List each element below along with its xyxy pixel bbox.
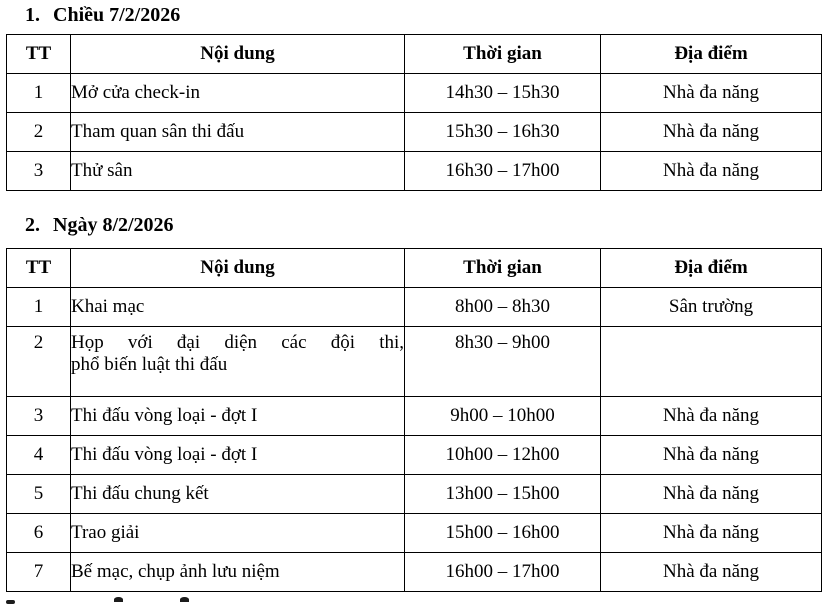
column-header: Nội dung xyxy=(71,35,405,74)
table-row xyxy=(7,514,822,553)
time-cell: 8h00 – 8h30 xyxy=(405,288,601,327)
heading-number: 2. xyxy=(25,214,40,236)
row-number-cell: 7 xyxy=(7,553,71,592)
time-cell: 15h30 – 16h30 xyxy=(405,113,601,152)
heading-number: 1. xyxy=(25,4,40,26)
row-number-cell: 6 xyxy=(7,514,71,553)
schedule-table-day1 xyxy=(6,34,822,191)
time-cell: 8h30 – 9h00 xyxy=(405,327,601,397)
content-cell: Mở cửa check-in xyxy=(71,74,405,113)
content-cell: Khai mạc xyxy=(71,288,405,327)
row-number-cell: 3 xyxy=(7,397,71,436)
section-day2 xyxy=(0,214,832,592)
table-row xyxy=(7,288,822,327)
content-cell xyxy=(71,327,405,397)
time-cell: 13h00 – 15h00 xyxy=(405,475,601,514)
row-number-cell: 1 xyxy=(7,288,71,327)
location-cell: Nhà đa năng xyxy=(601,553,822,592)
row-number-cell: 2 xyxy=(7,113,71,152)
heading-title: Chiều 7/2/2026 xyxy=(53,4,181,26)
location-cell: Nhà đa năng xyxy=(601,152,822,191)
column-header: Thời gian xyxy=(405,249,601,288)
location-cell: Nhà đa năng xyxy=(601,475,822,514)
section-heading xyxy=(25,214,832,236)
content-cell: Thử sân xyxy=(71,152,405,191)
content-cell: Thi đấu vòng loại - đợt I xyxy=(71,397,405,436)
column-header: Thời gian xyxy=(405,35,601,74)
next-heading-cutoff xyxy=(0,596,400,604)
content-cell: Thi đấu chung kết xyxy=(71,475,405,514)
table-row xyxy=(7,74,822,113)
time-cell: 15h00 – 16h00 xyxy=(405,514,601,553)
content-line-1: Họp với đại diện các đội thi, xyxy=(71,332,404,353)
time-cell: 14h30 – 15h30 xyxy=(405,74,601,113)
row-number-cell: 3 xyxy=(7,152,71,191)
location-cell: Nhà đa năng xyxy=(601,397,822,436)
heading-title: Ngày 8/2/2026 xyxy=(53,214,174,236)
column-header: TT xyxy=(7,35,71,74)
header-row xyxy=(7,249,822,288)
table-row xyxy=(7,397,822,436)
content-cell: Bế mạc, chụp ảnh lưu niệm xyxy=(71,553,405,592)
time-cell: 10h00 – 12h00 xyxy=(405,436,601,475)
row-number-cell: 5 xyxy=(7,475,71,514)
time-cell: 9h00 – 10h00 xyxy=(405,397,601,436)
column-header: Địa điểm xyxy=(601,35,822,74)
table-body xyxy=(7,288,822,592)
row-number-cell: 1 xyxy=(7,74,71,113)
table-header xyxy=(7,35,822,74)
header-row xyxy=(7,35,822,74)
time-cell: 16h00 – 17h00 xyxy=(405,553,601,592)
table-header xyxy=(7,249,822,288)
content-line-2: phổ biến luật thi đấu xyxy=(71,354,228,375)
column-header: Nội dung xyxy=(71,249,405,288)
content-cell: Thi đấu vòng loại - đợt I xyxy=(71,436,405,475)
content-cell: Trao giải xyxy=(71,514,405,553)
section-heading xyxy=(25,4,832,26)
column-header: TT xyxy=(7,249,71,288)
location-cell: Nhà đa năng xyxy=(601,514,822,553)
table-row xyxy=(7,475,822,514)
column-header: Địa điểm xyxy=(601,249,822,288)
table-row xyxy=(7,553,822,592)
table-row xyxy=(7,436,822,475)
cutoff-mark xyxy=(6,600,15,604)
location-cell: Sân trường xyxy=(601,288,822,327)
section-day1 xyxy=(0,4,832,191)
table-row xyxy=(7,152,822,191)
document-page xyxy=(0,4,832,592)
table-row xyxy=(7,327,822,397)
content-cell: Tham quan sân thi đấu xyxy=(71,113,405,152)
time-cell: 16h30 – 17h00 xyxy=(405,152,601,191)
location-cell: Nhà đa năng xyxy=(601,436,822,475)
schedule-table-day2 xyxy=(6,248,822,592)
table-body xyxy=(7,74,822,191)
row-number-cell: 2 xyxy=(7,327,71,397)
row-number-cell: 4 xyxy=(7,436,71,475)
location-cell xyxy=(601,327,822,397)
location-cell: Nhà đa năng xyxy=(601,74,822,113)
location-cell: Nhà đa năng xyxy=(601,113,822,152)
table-row xyxy=(7,113,822,152)
